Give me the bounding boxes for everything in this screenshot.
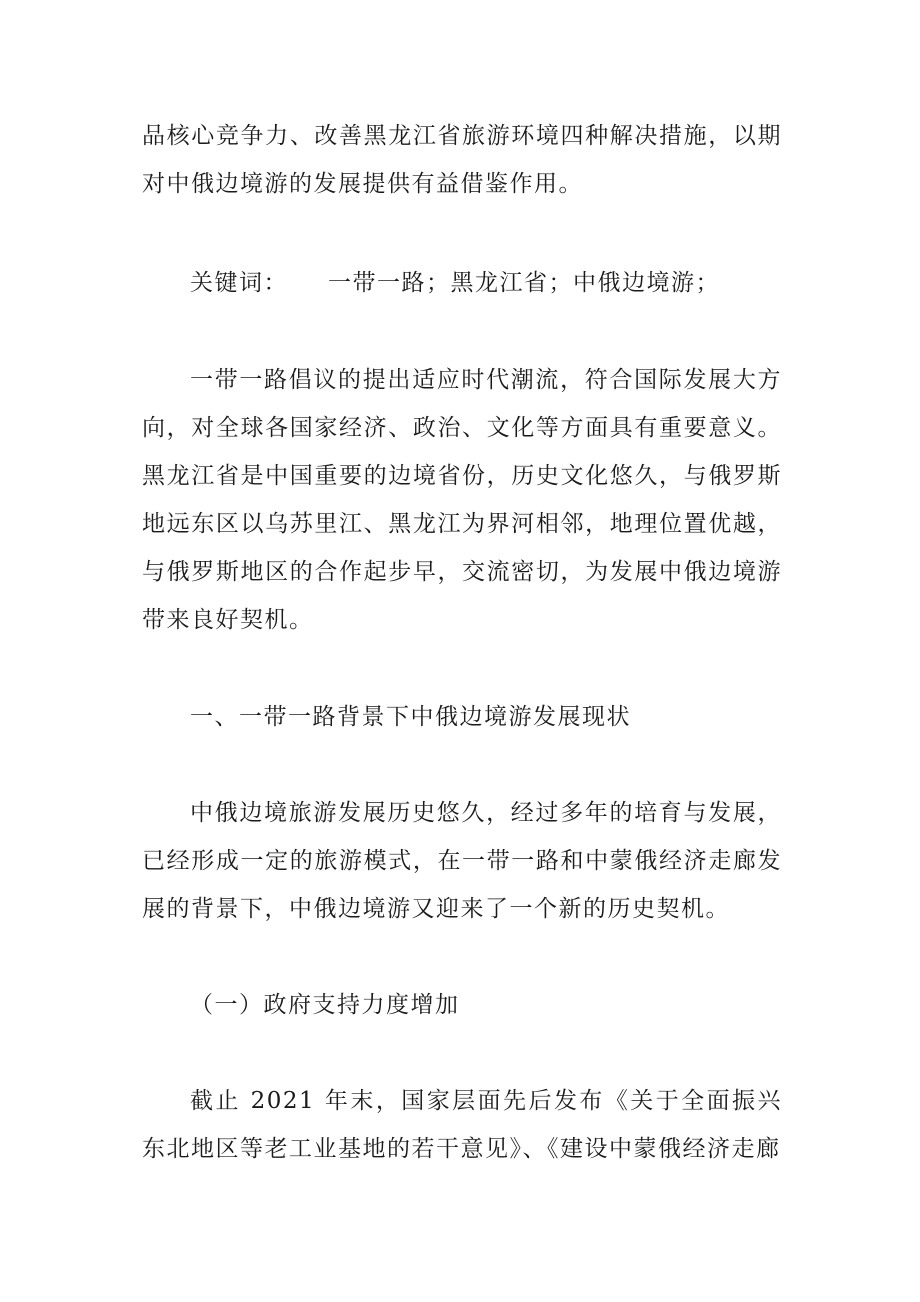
section-heading-1: 一、一带一路背景下中俄边境游发展现状 xyxy=(190,704,631,730)
subsection-heading-1: （一）政府支持力度增加 xyxy=(190,992,460,1018)
keywords-value: 一带一路；黑龙江省；中俄边境游； xyxy=(328,270,720,296)
body-paragraph-2: 中俄边境旅游发展历史悠久，经过多年的培育与发展，已经形成一定的旅游模式，在一带一路和中蒙俄经济走廊发展的背景下，中俄边境游又迎来了一个新的历史契机。 xyxy=(142,800,782,922)
intro-continued-paragraph: 品核心竞争力、改善黑龙江省旅游环境四种解决措施，以期对中俄边境游的发展提供有益借鉴作用。 xyxy=(142,123,782,197)
body-paragraph-3: 截止 2021 年末，国家层面先后发布《关于全面振兴东北地区等老工业基地的若干意见》、《建设中蒙俄经济走廊 xyxy=(142,1088,782,1162)
body-paragraph-1: 一带一路倡议的提出适应时代潮流，符合国际发展大方向，对全球各国家经济、政治、文化等方面具有重要意义。黑龙江省是中国重要的边境省份，历史文化悠久，与俄罗斯地远东区以乌苏里江、黑龙江为界河相邻，地理位置优越，与俄罗斯地区的合作起步早，交流密切，为发展中俄边境游带来良好契机。 xyxy=(142,367,782,633)
keywords-line xyxy=(142,259,830,307)
keywords-label: 关键词： xyxy=(190,270,288,296)
